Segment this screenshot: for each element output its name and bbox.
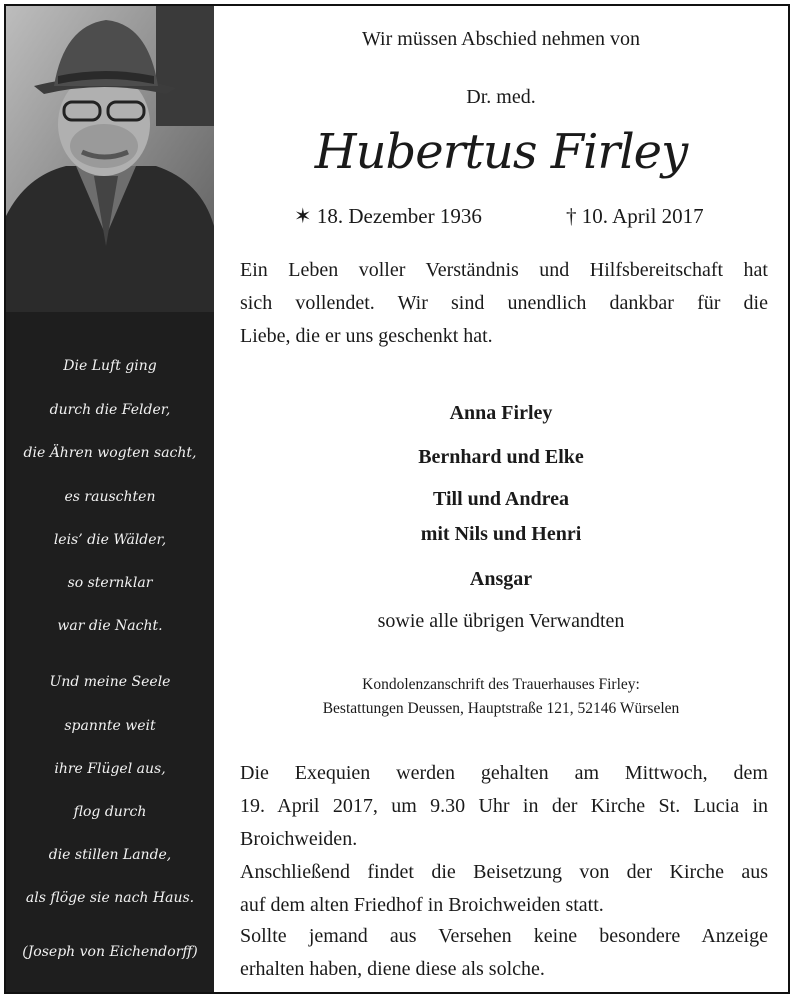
service-line: Broichweiden.	[240, 828, 358, 850]
service-line: 19. April 2017, um 9.30 Uhr in der Kirche St. Lucia in	[240, 795, 768, 817]
poem-line: spannte weit	[64, 718, 156, 734]
intro-line: sich vollendet. Wir sind unendlich dankbar für die	[240, 292, 768, 314]
notice-heading: Wir müssen Abschied nehmen von	[361, 28, 641, 50]
burial-line: auf dem alten Friedhof in Broichweiden statt.	[240, 894, 604, 916]
academic-title: Dr. med.	[466, 86, 536, 108]
condolence-label: Kondolenzanschrift des Trauerhauses Firley:	[362, 676, 640, 693]
poem-line: die stillen Lande,	[48, 847, 172, 863]
mourner-name: Ansgar	[469, 568, 533, 590]
left-column	[6, 6, 214, 992]
relatives-line: sowie alle übrigen Verwandten	[377, 610, 625, 632]
deceased-name: Hubertus Firley	[314, 124, 688, 180]
mourner-name: mit Nils und Henri	[420, 523, 582, 545]
mourner-name: Anna Firley	[449, 402, 553, 424]
poem-line: durch die Felder,	[49, 402, 171, 418]
poem	[6, 312, 214, 992]
poem-line: die Ähren wogten sacht,	[23, 445, 197, 461]
closing-line: Sollte jemand aus Versehen keine besondere Anzeige	[240, 925, 768, 947]
burial-line: Anschließend findet die Beisetzung von der Kirche aus	[240, 861, 768, 883]
poem-line: es rauschten	[64, 489, 156, 505]
service-line: Die Exequien werden gehalten am Mittwoch, dem	[240, 762, 768, 784]
portrait-photo	[6, 6, 214, 312]
poem-attribution: (Joseph von Eichendorff)	[22, 944, 198, 960]
poem-line: als flöge sie nach Haus.	[25, 890, 195, 906]
service-paragraph	[240, 757, 768, 922]
birth-date: ✶ 18. Dezember 1936	[294, 204, 482, 228]
poem-line: Die Luft ging	[63, 358, 157, 374]
mourner-name: Till und Andrea	[433, 488, 569, 510]
mourner-name: Bernhard und Elke	[418, 446, 584, 468]
intro-line: Liebe, die er uns geschenkt hat.	[240, 325, 493, 347]
death-date: † 10. April 2017	[566, 204, 704, 228]
notice-body	[214, 6, 788, 992]
poem-line: leis’ die Wälder,	[53, 532, 167, 548]
obituary-notice	[4, 4, 790, 994]
condolence-address: Bestattungen Deussen, Hauptstraße 121, 52146 Würselen	[322, 700, 680, 717]
poem-line: so sternklar	[67, 575, 153, 591]
closing-paragraph	[240, 920, 768, 986]
intro-line: Ein Leben voller Verständnis und Hilfsbereitschaft hat	[240, 259, 768, 281]
poem-line: war die Nacht.	[57, 618, 163, 634]
intro-paragraph	[240, 254, 768, 353]
poem-line: ihre Flügel aus,	[54, 761, 166, 777]
poem-line: Und meine Seele	[49, 674, 171, 690]
closing-line: erhalten haben, diene diese als solche.	[240, 958, 545, 980]
poem-line: flog durch	[73, 804, 147, 820]
